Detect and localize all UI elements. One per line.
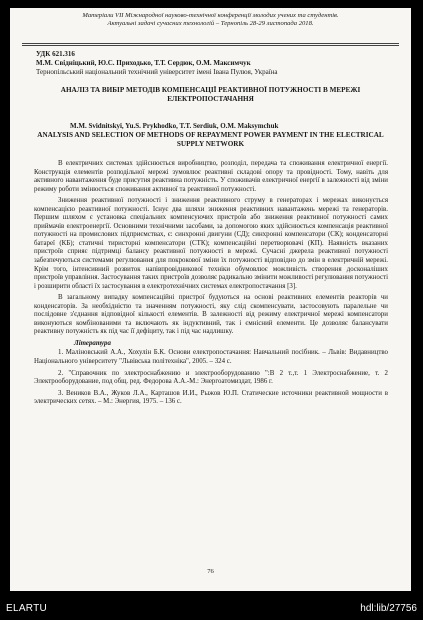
reference-1: 1. Маліновський А.А., Хохулін Б.К. Основи електропостачання: Навчальний посібник. – Львів: Видавництво Національного університету "Львівська політехніка", 2005. – 324 с. xyxy=(34,349,388,366)
article-body xyxy=(34,160,388,410)
authors-english: M.M. Svidnitskyi, Yu.S. Prykhodko, T.T. Serdiuk, O.M. Maksymchuk xyxy=(70,122,279,130)
document-page xyxy=(10,8,411,591)
reference-3: 3. Веников В.А., Жуков Л.А., Карташов И.И., Рыжов Ю.П. Статические источники реактивной мощности в электрических сетях. – М.: Энергия, 1975. – 136 с. xyxy=(34,389,388,406)
paragraph-2: Зниження реактивної потужності і зниження реактивного струму в генераторах і мережах виконується компенсацією реактивної потужності. Існує два шляхи зниження реактивних навантажень мережі та генераторів. Першим шляхом є установка спеціальних компенсуючих пристроїв або зниження реактивної потужності самих приймачів електроенергії. Основними технічними засобами, за допомогою яких здійснюється компенсація реактивної потужності на промислових підприємствах, є: синхронні двигуни (СД); синхронні компенсатори (СК); конденсаторні батареї (КБ); статичні тиристорні компенсатори (СТК); компенсаційні перетворювачі (КП). Наявність вказаних пристроїв сприяє підтримці балансу реактивної потужності в мережі. Сучасні джерела реактивної потужності забезпечуються системами регулювання для покрокової зміни їх потужності відповідно до змін в електричній мережі. Крім того, інтенсивний розвиток напівпровідникової техніки обумовлює можливість створення досконаліших пристроїв управління. Застосування таких пристроїв дозволяє радикально змінити можливості регулювання потужності і розширити області їх застосування в електротехнічних системах електропостачання [3]. xyxy=(34,197,388,290)
title-ukrainian: АНАЛІЗ ТА ВИБІР МЕТОДІВ КОМПЕНСАЦІЇ РЕАКТИВНОЇ ПОТУЖНОСТІ В МЕРЕЖІ ЕЛЕКТРОПОСТАЧАННЯ xyxy=(60,86,361,103)
udk-code: УДК 621.316 xyxy=(36,50,75,58)
header-rule xyxy=(22,43,399,46)
authors-ukrainian: М.М. Свідніцький, Ю.С. Приходько, Т.Т. Сердюк, О.М. Максимчук xyxy=(36,59,251,67)
footer-handle: hdl:lib/27756 xyxy=(360,603,417,614)
paragraph-1: В електричних системах здійснюється виробництво, розподіл, передача та споживання електричної енергії. Конструкція елементів розподільної мережі зумовлює реактивні складові опору та провідності. Тому, навіть для активного навантаження буде присутня реактивна потужність. У споживачів електричної енергії в залежності від зміни режиму роботи змінюється споживання активної та реактивної потужності. xyxy=(34,160,388,193)
paragraph-3: В загальному випадку компенсаційні пристрої будуються на основі реактивних елементів реакторів чи конденсаторів. За необхідністю та значенням потужності, яку слід скомпенсувати, застосовують паралельне чи послідовне з'єднання відповідної кількості елементів. В залежності від режиму електричної мережі компенсатори виконуються комбінованими та включають як індуктивний, так і ємнісний елементи. Це дозволяє балансувати реактивну потужність як під час її дефіциту, так і під час надлишку. xyxy=(34,294,388,336)
page-number: 76 xyxy=(207,568,214,575)
title-english: ANALYSIS AND SELECTION OF METHODS OF REPAYMENT POWER PAYMENT IN THE ELECTRICAL SUPPLY NETWORK xyxy=(37,131,384,148)
affiliation: Тернопільський національний технічний університет імені Івана Пулюя, Україна xyxy=(36,68,278,76)
running-header xyxy=(10,12,411,28)
footer-repository-label: ELARTU xyxy=(6,603,48,614)
literature-heading: Література xyxy=(74,339,111,347)
reference-2: 2. "Справочник по электроснабжению и электрооборудованию ":В 2 т.,т. 1 Электроснабжение, т. 2 Электрооборудование, под общ. ред. Федорова А.А.-М.: Энергоатомиздат, 1986 г. xyxy=(34,369,388,386)
header-line-2: Актуальні задачі сучасних технологій – Тернопіль 28-29 листопада 2018. xyxy=(107,20,314,28)
header-line-1: Матеріали VII Міжнародної науково-технічної конференції молодих учених та студентів. xyxy=(82,12,339,19)
